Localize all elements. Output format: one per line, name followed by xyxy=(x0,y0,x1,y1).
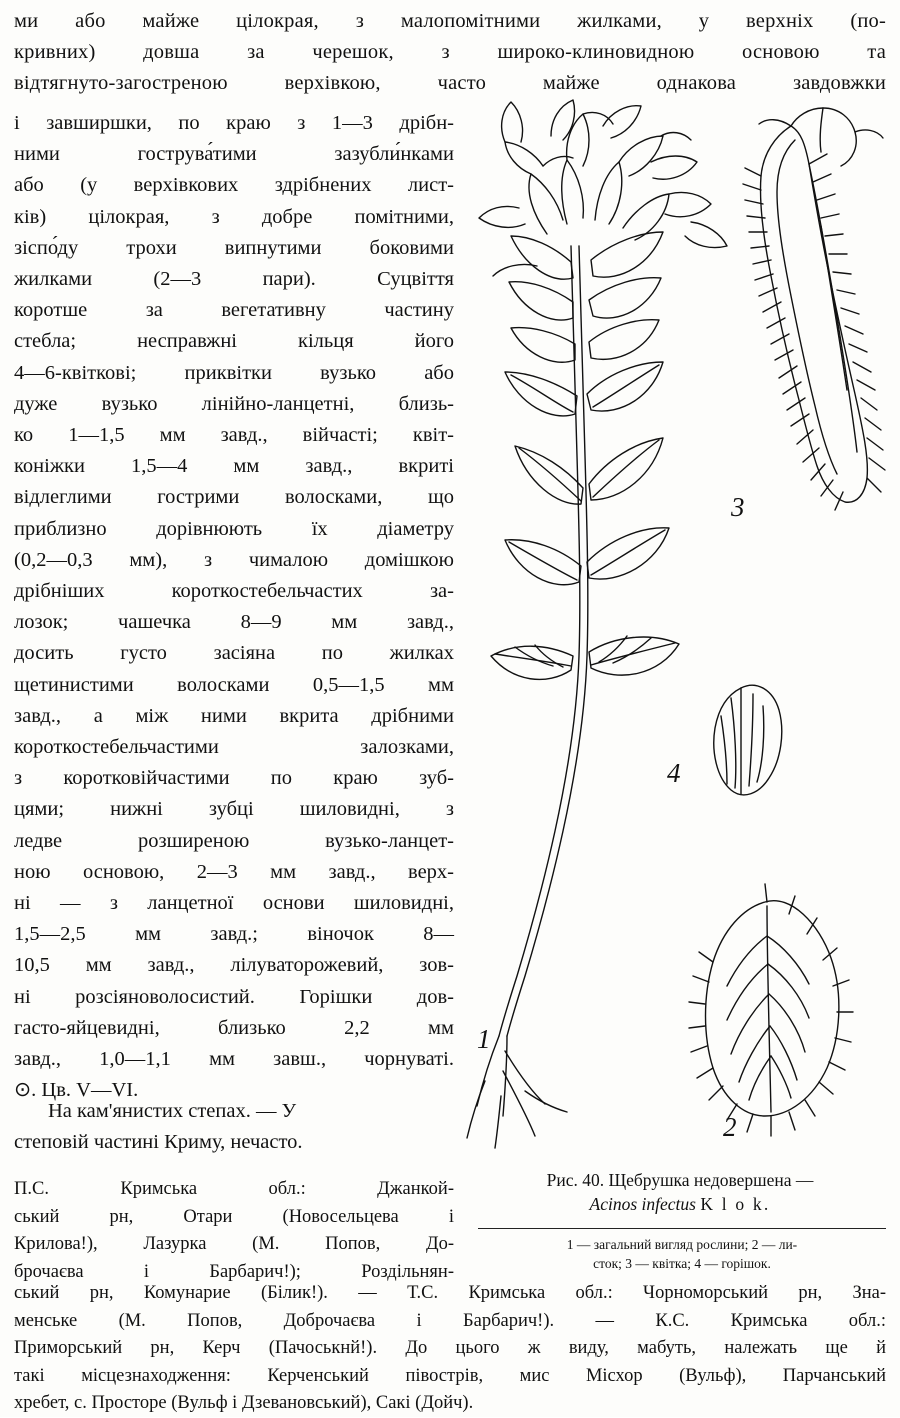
figure-title: Щебрушка недовершена — xyxy=(608,1170,814,1190)
text-line: 4—6-квіткові; приквітки вузько або xyxy=(14,361,454,384)
text-line: ною основою, 2—3 мм завд., верх- xyxy=(14,860,454,883)
text-line: щетинистими волосками 0,5—1,5 мм xyxy=(14,673,454,696)
text-line: ні розсіяноволосистий. Горішки дов- xyxy=(14,985,454,1008)
svg-text:4: 4 xyxy=(667,758,681,788)
left-column-text xyxy=(14,108,454,1107)
text-line: менське (М. Попов, Доброчаєва і Барбарич!). — К.С. Кримська обл.: xyxy=(14,1310,886,1331)
text-line: 10,5 мм завд., лілуваторожевий, зов- xyxy=(14,954,454,977)
specimen-citations-left xyxy=(14,1176,454,1286)
text-line: стебла; несправжні кільця його xyxy=(14,330,454,353)
text-line: (0,2—0,3 мм), з чималою домішкою xyxy=(14,548,454,571)
text-line: ський рн, Комунарие (Білик!). — Т.С. Кримська обл.: Чорноморський рн, Зна- xyxy=(14,1283,886,1303)
text-line: кривних) довша за черешок, з широко-клиновидною основою та xyxy=(14,41,886,63)
text-line: 1,5—2,5 мм завд.; віночок 8— xyxy=(14,923,454,946)
text-line: або (у верхівкових здрібнених лист- xyxy=(14,174,454,197)
text-line: брочаєва і Барбарич!); Роздільнян- xyxy=(14,1261,454,1282)
figure-species: Acinos infectus xyxy=(589,1194,696,1214)
specimen-citations-full xyxy=(14,1280,886,1418)
text-line: лозок; чашечка 8—9 мм завд., xyxy=(14,611,454,634)
text-line: ко 1—1,5 мм завд., війчасті; квіт- xyxy=(14,424,454,447)
top-paragraph xyxy=(14,6,886,99)
text-line: На кам'янистих степах. — У xyxy=(48,1100,297,1122)
svg-text:2: 2 xyxy=(723,1112,737,1142)
legend-line: 1 — загальний вигляд рослини; 2 — ли- xyxy=(566,1237,798,1252)
text-line: жилками (2—3 пари). Суцвіття xyxy=(14,268,454,291)
text-line: ків) цілокрая, з добре помітними, xyxy=(14,205,454,228)
text-line: степовій частині Криму, нечасто. xyxy=(14,1131,303,1154)
text-line: ський рн, Отари (Новосельцева і xyxy=(14,1206,454,1227)
text-line: відтягнуто-загостреною верхівкою, часто майже однакова завдовжки xyxy=(14,72,886,94)
text-line: досить густо засіяна по жилках xyxy=(14,642,454,665)
text-line: з коротковійчастими по краю зуб- xyxy=(14,767,454,790)
figure-caption xyxy=(470,1168,890,1216)
figure-author: K l o k. xyxy=(700,1194,771,1214)
figure-legend xyxy=(478,1228,886,1273)
text-line: дрібніших короткостебельчастих за- xyxy=(14,580,454,603)
text-line: ми або майже цілокрая, з малопомітними жилками, у верхніх (по- xyxy=(14,10,886,32)
text-line: відлеглими гострими волосками, що xyxy=(14,486,454,509)
text-line: ледве розширеною вузько-ланцет- xyxy=(14,829,454,852)
text-line: ні — з ланцетної основи шиловидні, xyxy=(14,892,454,915)
text-line: дуже вузько лінійно-ланцетні, близь- xyxy=(14,392,454,415)
text-line: хребет, с. Просторе (Вульф і Дзевановський), Сакі (Дойч). xyxy=(14,1393,474,1413)
text-line: завд., а між ними вкрита дрібними xyxy=(14,704,454,727)
figure-number: Рис. 40. xyxy=(546,1170,605,1190)
habitat-note xyxy=(14,1096,454,1158)
svg-text:3: 3 xyxy=(731,492,745,522)
text-line: П.С. Кримська обл.: Джанкой- xyxy=(14,1179,454,1199)
text-line: Приморський рн, Керч (Пачоськнй!). До цього ж виду, мабуть, належать ще й xyxy=(14,1338,886,1358)
text-line: зіспо́ду трохи випнутими боковими xyxy=(14,236,454,259)
text-line: приблизно дорівнюють їх діаметру xyxy=(14,517,454,540)
text-line: ⊙. Цв. V—VI. xyxy=(14,1079,139,1102)
text-line: коротше за вегетативну частину xyxy=(14,299,454,322)
text-line: такі місцезнаходження: Керченський півострів, мис Місхор (Вульф), Парчанський xyxy=(14,1365,886,1386)
text-line: Крилова!), Лазурка (М. Попов, До- xyxy=(14,1234,454,1254)
text-line: гасто-яйцевидні, близько 2,2 мм xyxy=(14,1016,454,1039)
text-line: цями; нижні зубці шиловидні, з xyxy=(14,798,454,821)
text-line: короткостебельчастими залозками, xyxy=(14,736,454,759)
text-line: ними гострува́тими зазубли́нками xyxy=(14,143,454,166)
botanical-illustration xyxy=(455,96,895,1166)
svg-text:1: 1 xyxy=(477,1024,491,1054)
legend-line: сток; 3 — квітка; 4 — горішок. xyxy=(593,1256,771,1271)
text-line: завд., 1,0—1,1 мм завш., чорнуваті. xyxy=(14,1048,454,1071)
text-line: і завширшки, по краю з 1—3 дрібн- xyxy=(14,112,454,134)
text-line: коніжки 1,5—4 мм завд., вкриті xyxy=(14,455,454,478)
